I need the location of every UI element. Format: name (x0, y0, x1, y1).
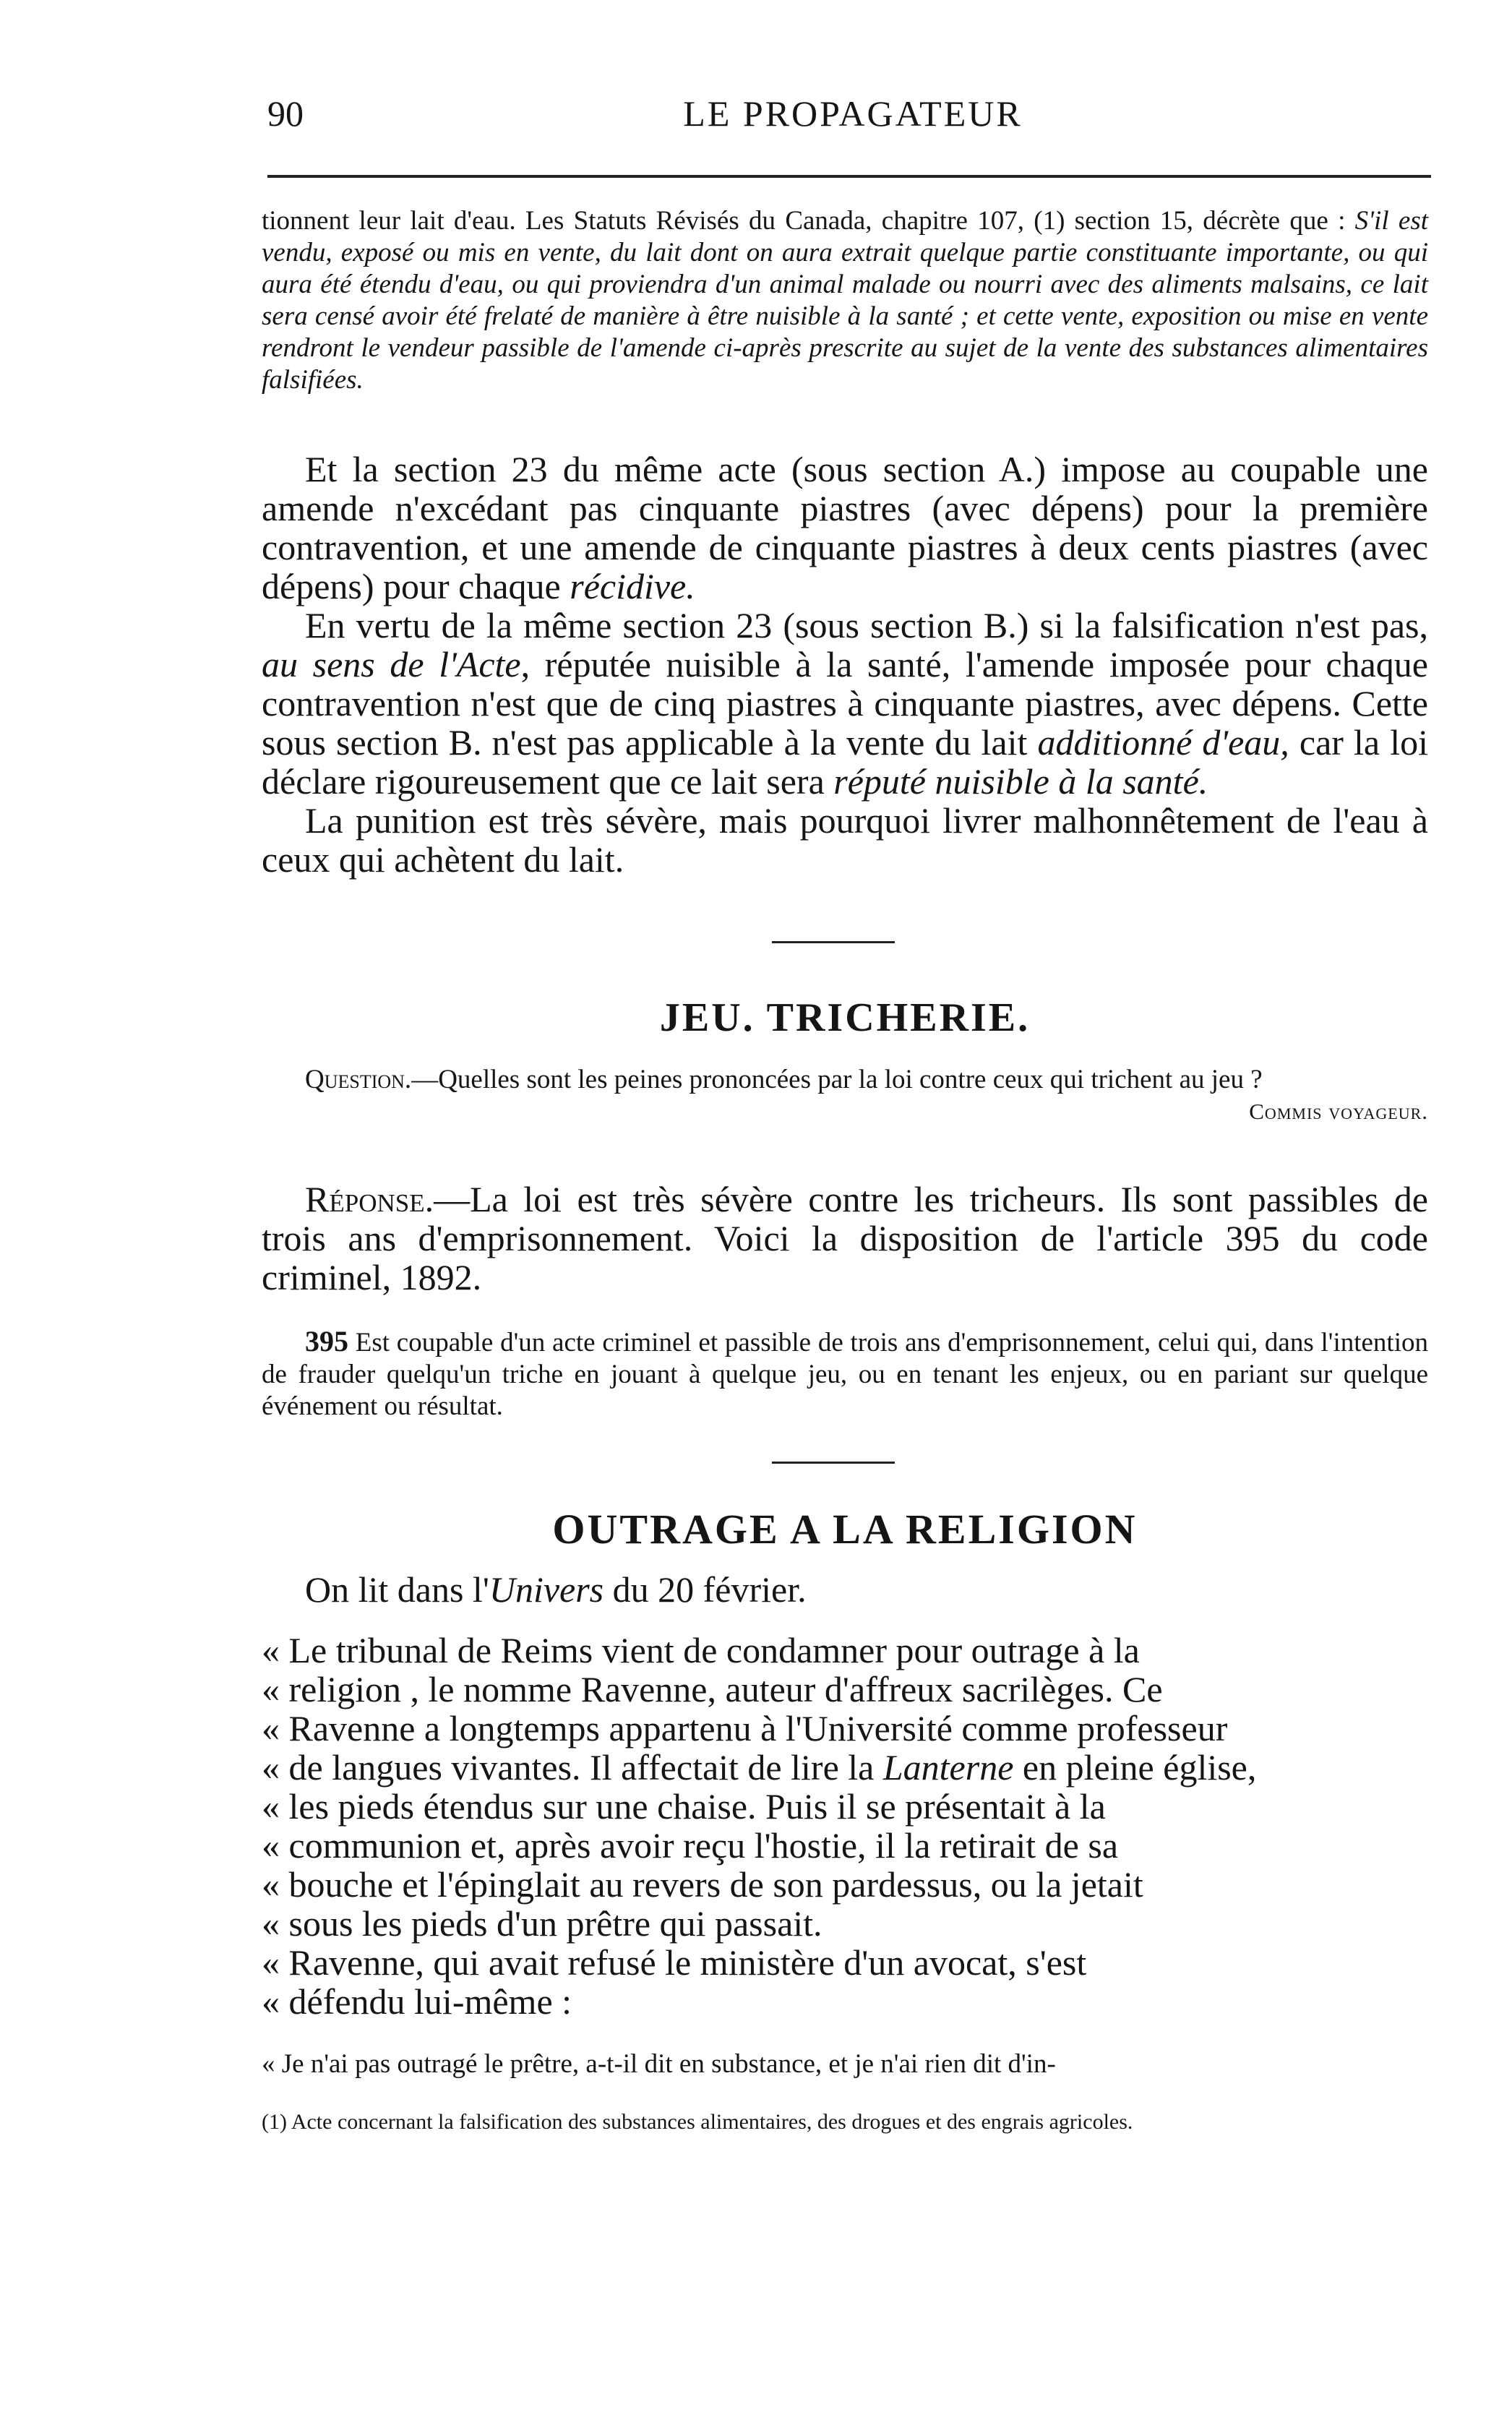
quote3-line: « Je n'ai pas outragé le prêtre, a-t-il dit en substance, et je n'ai rien dit d'in- (262, 2049, 1056, 2079)
quote2-line1: « Ravenne, qui avait refusé le ministère d'un avocat, s'est (262, 1942, 1087, 1983)
p3-text-e: car la loi déclare rigoureusement que ce lait sera (262, 722, 1428, 802)
quote-line: « Le tribunal de Reims vient de condamner pour outrage à la (262, 1630, 1140, 1670)
p3-italic-f: réputé nuisible à la santé. (833, 761, 1208, 802)
section-title-outrage: OUTRAGE A LA RELIGION (552, 1506, 1138, 1553)
article-395 (262, 1326, 1428, 1423)
quote-line: « les pieds étendus sur une chaise. Puis il se présentait à la (262, 1786, 1106, 1827)
p3-italic-d: additionné d'eau, (1037, 722, 1289, 763)
quote-line-lanterne (262, 1748, 1428, 1787)
question-label: Question. (305, 1065, 412, 1094)
p2-text: Et la section 23 du même acte (sous section A.) impose au coupable une amende n'excédant pas cinquante piastres (avec dépens) pour la première contravention, et une amende de cinquante piastres à deux cents piastres (avec dépens) pour chaque (262, 449, 1428, 606)
article-number: 395 (305, 1325, 348, 1357)
answer-label: Réponse. (305, 1179, 434, 1219)
intro-univers: Univers (489, 1569, 604, 1610)
quote2-line2: « défendu lui-même : (262, 1981, 572, 2022)
quote-block (262, 1631, 1428, 2021)
paragraph-punition: La punition est très sévère, mais pourquoi livrer malhonnêtement de l'eau à ceux qui achètent du lait. (262, 800, 1428, 880)
quote-line: « communion et, après avoir reçu l'hostie, il la retirait de sa (262, 1825, 1119, 1866)
lanterne-italic: Lanterne (882, 1747, 1014, 1788)
univers-intro (262, 1570, 1428, 1609)
p3-text-c: , réputée nuisible à la santé, l'amende imposée pour chaque contravention n'est que de cinq piastres à cinquante piastres, avec dépens. Cette sous section B. n'est pas applicable à la vente du lait (262, 644, 1428, 763)
question-text: —Quelles sont les peines prononcées par la loi contre ceux qui trichent au jeu ? (411, 1065, 1263, 1094)
footnote: (1) Acte concernant la falsification des substances alimentaires, des drogues et des engrais agricoles. (262, 2110, 1133, 2134)
paragraph-section23b (262, 606, 1428, 801)
paragraph-section23a (262, 450, 1428, 606)
running-title: LE PROPAGATEUR (683, 93, 1023, 134)
separator-1 (772, 941, 895, 943)
section1-body (262, 450, 1428, 879)
article-text: Est coupable d'un acte criminel et passible de trois ans d'emprisonnement, celui qui, dans l'intention de frauder quelqu'un triche en jouant à quelque jeu, ou en tenant les enjeux, ou en pariant sur quelque événement ou résultat. (262, 1328, 1428, 1421)
section-title-jeu: JEU. TRICHERIE. (659, 995, 1031, 1040)
statute-intro: tionnent leur lait d'eau. Les Statuts Révisés du Canada, chapitre 107, (1) section 15, décrète que : (262, 206, 1355, 236)
statute-paragraph (262, 205, 1428, 396)
quote-line: « religion , le nomme Ravenne, auteur d'affreux sacrilèges. Ce (262, 1669, 1163, 1709)
quote-line: « sous les pieds d'un prêtre qui passait. (262, 1903, 822, 1944)
quote-line: « bouche et l'épinglait au revers de son pardessus, ou la jetait (262, 1864, 1143, 1905)
p2-italic: récidive. (570, 566, 695, 606)
quote3-block (262, 2048, 1428, 2080)
quote-line-4b: en pleine église, (1013, 1747, 1257, 1788)
quote-line-4a: « de langues vivantes. Il affectait de lire la (262, 1747, 883, 1788)
quote-line: « Ravenne a longtemps appartenu à l'Université comme professeur (262, 1708, 1228, 1749)
intro-c: du 20 février. (603, 1569, 807, 1610)
answer-text: —La loi est très sévère contre les tricheurs. Ils sont passibles de trois ans d'emprisonnement. Voici la disposition de l'article 395 du code criminel, 1892. (262, 1179, 1428, 1297)
intro-a: On lit dans l' (305, 1569, 489, 1610)
statute-quote: S'il est vendu, exposé ou mis en vente, du lait dont on aura extrait quelque partie constituante importante, ou qui aura été étendu d'eau, ou qui proviendra d'un animal malade ou nourri avec des aliments malsains, ce lait sera censé avoir été frelaté de manière à être nuisible à la santé ; et cette vente, exposition ou mise en vente rendront le vendeur passible de l'amende ci-après prescrite au sujet de la vente des substances alimentaires falsifiées. (262, 206, 1428, 395)
question-signature: Commis voyageur. (1249, 1099, 1428, 1124)
question-block (262, 1064, 1428, 1128)
header-rule (267, 175, 1431, 178)
page-number: 90 (267, 93, 304, 134)
p3-italic-b: au sens de l'Acte (262, 644, 521, 685)
p3-text-a: En vertu de la même section 23 (sous section B.) si la falsification n'est pas, (305, 605, 1428, 645)
answer-block (262, 1180, 1428, 1297)
running-header (267, 93, 1438, 143)
separator-2 (772, 1462, 895, 1464)
